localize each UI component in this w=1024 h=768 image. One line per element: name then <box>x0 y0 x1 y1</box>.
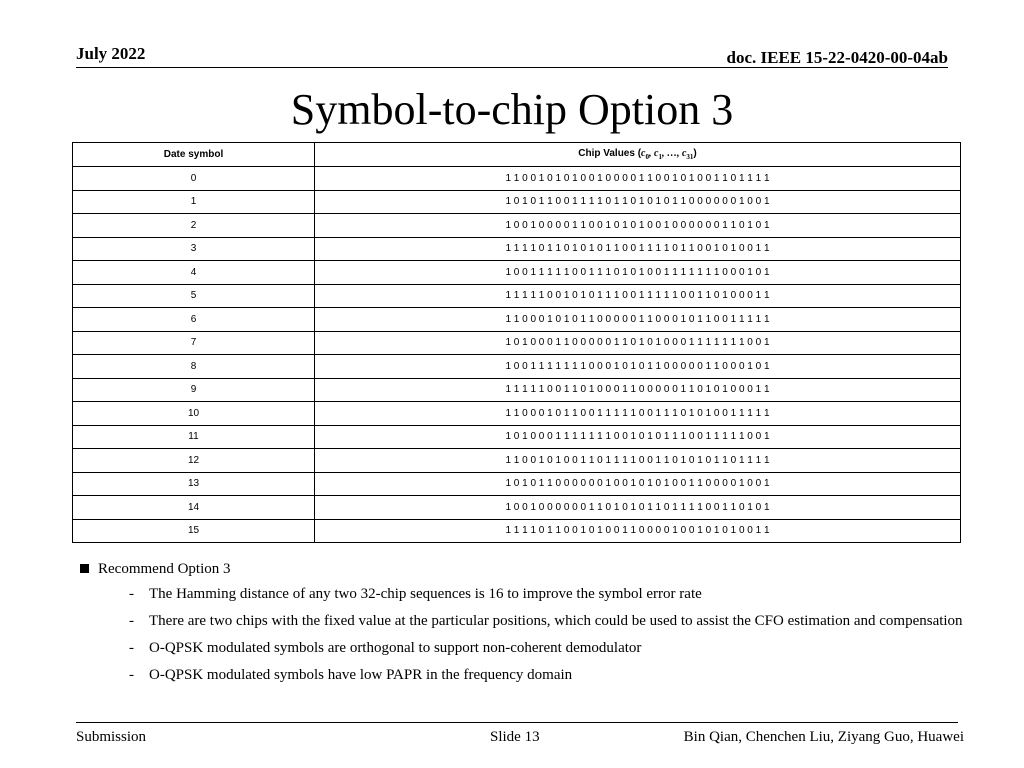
table-row <box>73 261 961 285</box>
chip-values-cell: 1 1 1 1 0 1 1 0 0 1 0 1 0 0 1 1 0 0 0 0 1 0 0 1 0 1 0 1 0 0 1 1 <box>315 519 961 543</box>
symbol-cell: 5 <box>73 284 315 308</box>
bullet-sub-text: The Hamming distance of any two 32-chip sequences is 16 to improve the symbol error rate <box>149 586 702 602</box>
bullet-sub-text: O-QPSK modulated symbols have low PAPR in the frequency domain <box>149 667 573 683</box>
math-ellipsis: … <box>666 148 677 159</box>
square-bullet-icon <box>80 564 89 573</box>
dash-bullet-icon: - <box>129 640 134 656</box>
math-sub1: 1 <box>658 153 662 161</box>
chip-values-cell: 1 0 0 1 1 1 1 1 1 1 0 0 0 1 0 1 0 1 1 0 0 0 0 0 1 1 0 0 0 1 0 1 <box>315 355 961 379</box>
table-row <box>73 190 961 214</box>
symbol-cell: 10 <box>73 402 315 426</box>
header-chip-math: $c_0$, $c_1$, …, $c_{31}$ <box>641 148 694 161</box>
symbol-cell: 11 <box>73 425 315 449</box>
symbol-cell: 4 <box>73 261 315 285</box>
chip-values-cell: 1 1 1 1 0 1 1 0 1 0 1 0 1 1 0 0 1 1 1 1 0 1 1 0 0 1 0 1 0 0 1 1 <box>315 237 961 261</box>
bullet-main <box>80 557 1024 581</box>
table-row <box>73 214 961 238</box>
symbol-cell: 15 <box>73 519 315 543</box>
recommendation-list <box>80 557 1024 689</box>
chip-values-cell: 1 1 0 0 1 0 1 0 1 0 0 1 0 0 0 0 1 1 0 0 1 0 1 0 0 1 1 0 1 1 1 1 <box>315 167 961 191</box>
footer-divider <box>76 722 958 723</box>
symbol-cell: 8 <box>73 355 315 379</box>
chip-values-cell: 1 0 1 0 0 0 1 1 0 0 0 0 0 1 1 0 1 0 1 0 0 0 1 1 1 1 1 1 1 0 0 1 <box>315 331 961 355</box>
symbol-cell: 2 <box>73 214 315 238</box>
bullet-sub-item <box>80 662 1024 689</box>
chip-values-cell: 1 1 0 0 1 0 1 0 0 1 1 0 1 1 1 1 0 0 1 1 0 1 0 1 0 1 1 0 1 1 1 1 <box>315 449 961 473</box>
table-row <box>73 331 961 355</box>
bullet-sub-item <box>80 635 1024 662</box>
math-cN: c <box>681 148 687 159</box>
symbol-cell: 9 <box>73 378 315 402</box>
math-sub0: 0 <box>645 153 649 161</box>
table-row <box>73 402 961 426</box>
chip-values-cell: 1 1 1 1 1 0 0 1 1 0 1 0 0 0 1 1 0 0 0 0 0 1 1 0 1 0 1 0 0 0 1 1 <box>315 378 961 402</box>
bullet-main-text: Recommend Option 3 <box>98 561 231 577</box>
header-date: July 2022 <box>76 44 146 63</box>
symbol-cell: 12 <box>73 449 315 473</box>
chip-values-cell: 1 0 1 0 1 1 0 0 1 1 1 1 0 1 1 0 1 0 1 0 1 1 0 0 0 0 0 0 1 0 0 1 <box>315 190 961 214</box>
dash-bullet-icon: - <box>129 613 134 629</box>
symbol-cell: 3 <box>73 237 315 261</box>
symbol-cell: 14 <box>73 496 315 520</box>
table-row <box>73 425 961 449</box>
bullet-sub-text: There are two chips with the fixed value at the particular positions, which could be used to assist the CFO estimation and compensation <box>149 613 963 629</box>
bullet-sub-item <box>80 581 1024 608</box>
footer-authors: Bin Qian, Chenchen Liu, Ziyang Guo, Huawei <box>683 729 964 745</box>
chip-values-cell: 1 0 1 0 1 1 0 0 0 0 0 0 1 0 0 1 0 1 0 1 0 0 1 1 0 0 0 0 1 0 0 1 <box>315 472 961 496</box>
slide-title: Symbol-to-chip Option 3 <box>290 85 734 134</box>
dash-bullet-icon: - <box>129 586 134 602</box>
symbol-cell: 1 <box>73 190 315 214</box>
table-row <box>73 355 961 379</box>
symbol-cell: 7 <box>73 331 315 355</box>
header-chip-suffix: ) <box>693 148 697 159</box>
chip-values-cell: 1 1 0 0 0 1 0 1 1 0 0 1 1 1 1 1 0 0 1 1 1 0 1 0 1 0 0 1 1 1 1 1 <box>315 402 961 426</box>
symbol-chip-table <box>72 142 961 543</box>
table-row <box>73 237 961 261</box>
table-row <box>73 472 961 496</box>
math-subN: 31 <box>686 153 694 161</box>
header-chip-prefix: Chip Values ( <box>578 148 642 159</box>
bullet-sub-item <box>80 608 1024 635</box>
symbol-cell: 13 <box>73 472 315 496</box>
footer-slide-number: Slide 13 <box>490 729 540 745</box>
chip-values-cell: 1 1 1 1 1 0 0 1 0 1 0 1 1 1 0 0 1 1 1 1 1 0 0 1 1 0 1 0 0 0 1 1 <box>315 284 961 308</box>
math-c1: c <box>654 148 659 159</box>
math-c0: c <box>641 148 646 159</box>
table-row <box>73 378 961 402</box>
table-row <box>73 308 961 332</box>
table-row <box>73 519 961 543</box>
table-row <box>73 496 961 520</box>
table-header-row <box>73 143 961 167</box>
chip-values-cell: 1 1 0 0 0 1 0 1 0 1 1 0 0 0 0 0 1 1 0 0 0 1 0 1 1 0 0 1 1 1 1 1 <box>315 308 961 332</box>
symbol-cell: 0 <box>73 167 315 191</box>
table-row <box>73 167 961 191</box>
header-date-symbol: Date symbol <box>73 143 315 167</box>
header-doc-id: doc. IEEE 15-22-0420-00-04ab <box>726 48 948 67</box>
symbol-cell: 6 <box>73 308 315 332</box>
table-row <box>73 284 961 308</box>
table-row <box>73 449 961 473</box>
dash-bullet-icon: - <box>129 667 134 683</box>
footer-submission: Submission <box>76 729 147 745</box>
chip-values-cell: 1 0 1 0 0 0 1 1 1 1 1 1 1 0 0 1 0 1 0 1 1 1 0 0 1 1 1 1 1 0 0 1 <box>315 425 961 449</box>
header-chip-values <box>315 143 961 167</box>
chip-values-cell: 1 0 0 1 1 1 1 1 0 0 1 1 1 0 1 0 1 0 0 1 1 1 1 1 1 1 0 0 0 1 0 1 <box>315 261 961 285</box>
bullet-sub-text: O-QPSK modulated symbols are orthogonal to support non-coherent demodulator <box>149 640 642 656</box>
chip-values-cell: 1 0 0 1 0 0 0 0 1 1 0 0 1 0 1 0 1 0 0 1 0 0 0 0 0 0 1 1 0 1 0 1 <box>315 214 961 238</box>
header-divider <box>76 67 948 68</box>
chip-values-cell: 1 0 0 1 0 0 0 0 0 0 1 1 0 1 0 1 0 1 1 0 1 1 1 1 0 0 1 1 0 1 0 1 <box>315 496 961 520</box>
